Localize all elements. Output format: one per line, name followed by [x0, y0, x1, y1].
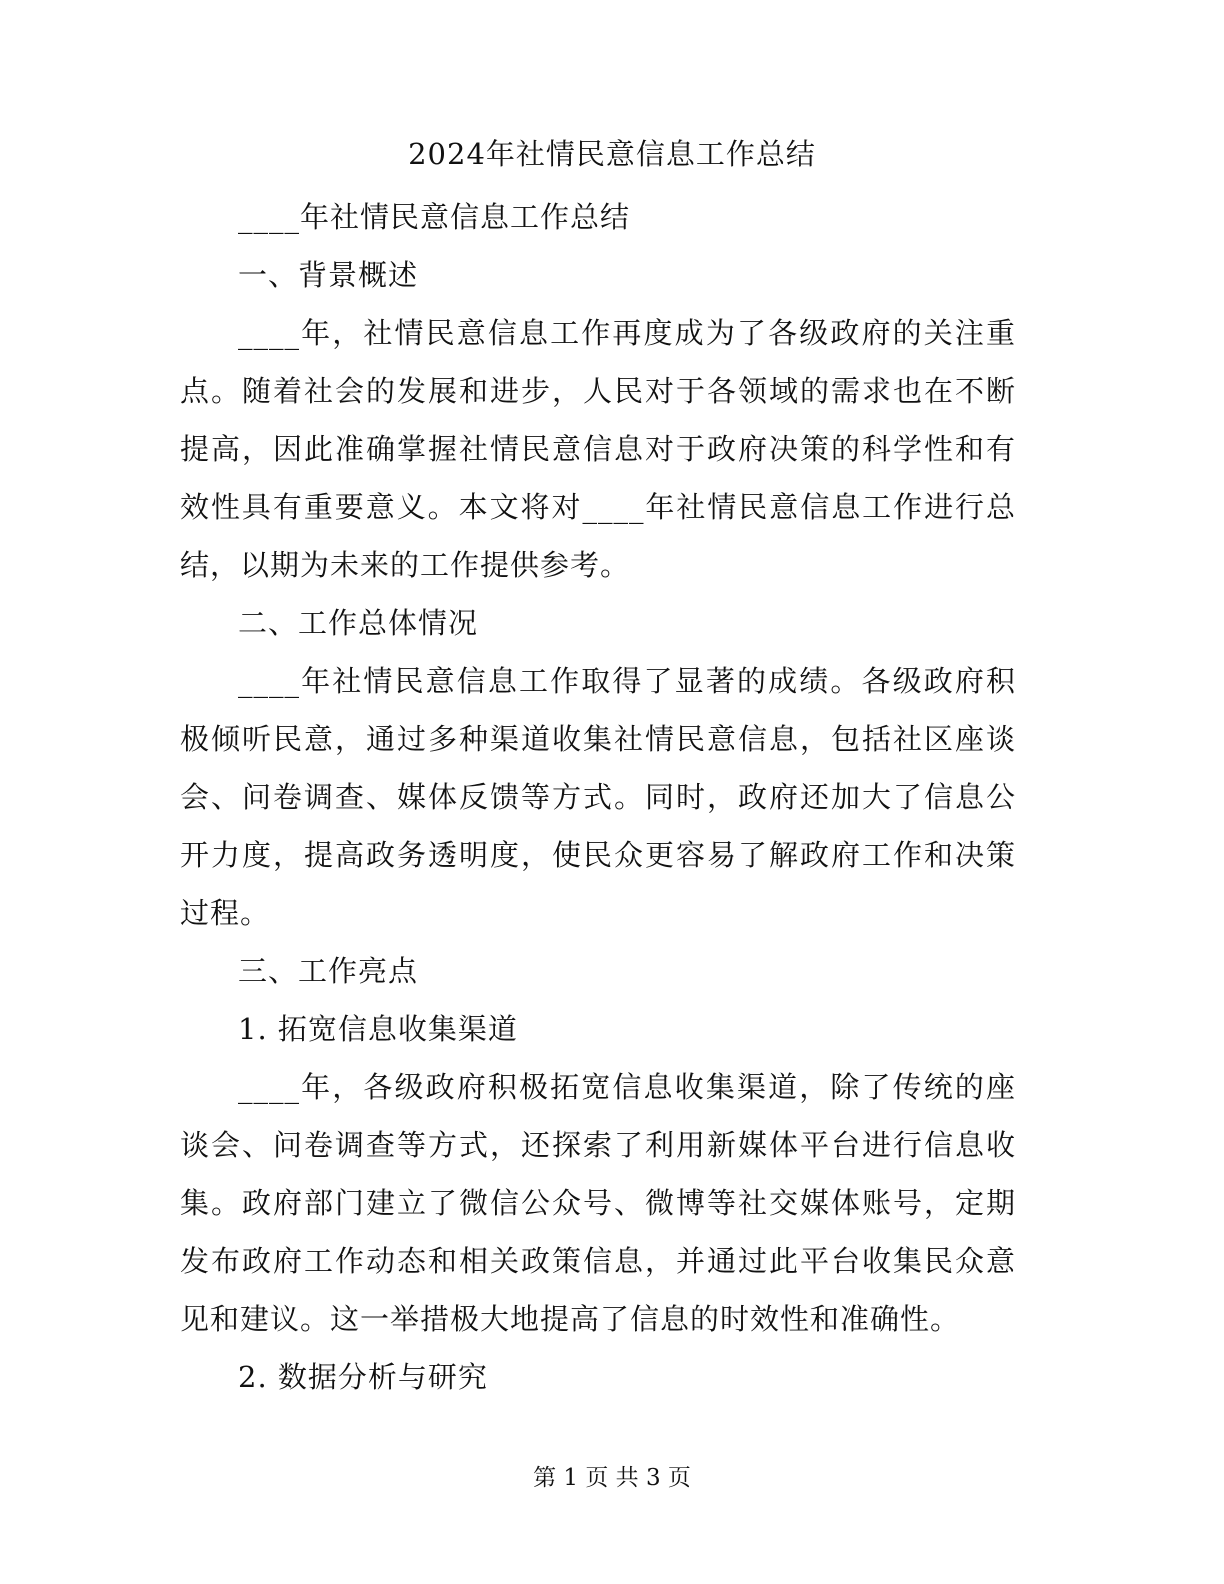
subtitle-paragraph: ____年社情民意信息工作总结 — [238, 200, 631, 234]
section-heading-background: 一、背景概述 — [238, 258, 419, 292]
subheading-analysis: 2. 数据分析与研究 — [238, 1360, 488, 1394]
subheading-channels: 1. 拓宽信息收集渠道 — [238, 1012, 518, 1046]
paragraph-background: ____年，社情民意信息工作再度成为了各级政府的关注重点。随着社会的发展和进步，人民对于各领域的需求也在不断提高，因此准确掌握社情民意信息对于政府决策的科学性和有效性具有重要意义。本文将对____年社情民意信息工作进行总结，以期为未来的工作提供参考。 — [180, 316, 1016, 582]
section-heading-highlights: 三、工作亮点 — [238, 954, 419, 988]
paragraph-channels: ____年，各级政府积极拓宽信息收集渠道，除了传统的座谈会、问卷调查等方式，还探索了利用新媒体平台进行信息收集。政府部门建立了微信公众号、微博等社交媒体账号，定期发布政府工作动态和相关政策信息，并通过此平台收集民众意见和建议。这一举措极大地提高了信息的时效性和准确性。 — [180, 1070, 1016, 1336]
page-footer: 第 1 页 共 3 页 — [533, 1465, 691, 1491]
section-heading-overall: 二、工作总体情况 — [238, 606, 479, 640]
document-body — [180, 188, 1016, 1406]
document-title: 2024年社情民意信息工作总结 — [408, 137, 816, 171]
paragraph-overall: ____年社情民意信息工作取得了显著的成绩。各级政府积极倾听民意，通过多种渠道收集社情民意信息，包括社区座谈会、问卷调查、媒体反馈等方式。同时，政府还加大了信息公开力度，提高政务透明度，使民众更容易了解政府工作和决策过程。 — [180, 664, 1016, 930]
